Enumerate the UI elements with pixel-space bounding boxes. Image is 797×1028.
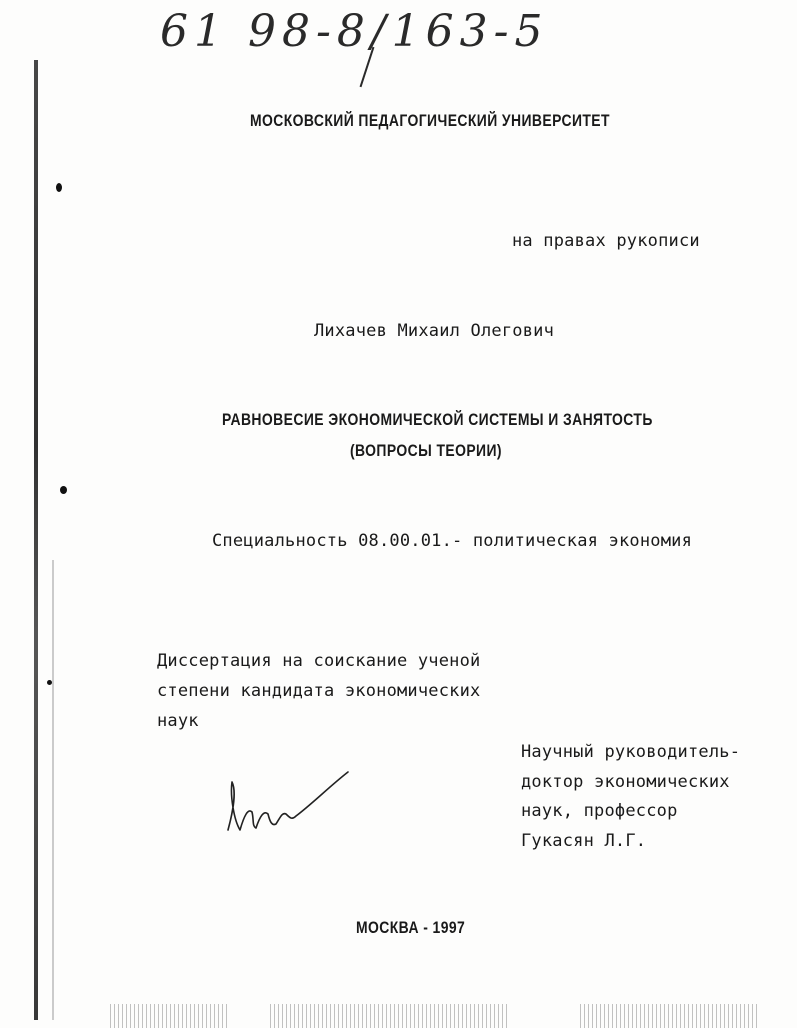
scan-edge-shadow	[52, 560, 54, 1020]
scan-noise	[110, 1004, 230, 1028]
scan-speck	[60, 486, 67, 494]
scan-edge-line	[34, 60, 38, 1020]
supervisor-line1: Научный руководитель-	[521, 742, 741, 762]
catalog-number-handwritten: 61 98-8/163-5	[160, 6, 549, 57]
scan-noise	[580, 1004, 760, 1028]
dissertation-purpose-line3: наук	[157, 711, 199, 731]
scan-speck	[56, 183, 62, 192]
supervisor-name: Гукасян Л.Г.	[521, 831, 647, 851]
dissertation-purpose-line1: Диссертация на соискание ученой	[157, 651, 481, 671]
university-heading: МОСКОВСКИЙ ПЕДАГОГИЧЕСКИЙ УНИВЕРСИТЕТ	[250, 111, 610, 130]
manuscript-rights-note: на правах рукописи	[512, 231, 700, 251]
dissertation-subtitle: (ВОПРОСЫ ТЕОРИИ)	[350, 441, 502, 460]
author-name: Лихачев Михаил Олегович	[314, 321, 555, 341]
scan-noise	[270, 1004, 510, 1028]
scan-speck	[47, 680, 52, 685]
place-and-year: МОСКВА - 1997	[356, 918, 466, 937]
supervisor-line3: наук, профессор	[521, 801, 678, 821]
author-signature	[222, 768, 354, 848]
dissertation-purpose-line2: степени кандидата экономических	[157, 681, 481, 701]
dissertation-title: РАВНОВЕСИЕ ЭКОНОМИЧЕСКОЙ СИСТЕМЫ И ЗАНЯТОСТЬ	[222, 410, 653, 429]
specialty-line: Специальность 08.00.01.- политическая экономия	[212, 531, 693, 551]
supervisor-line2: доктор экономических	[521, 772, 730, 792]
